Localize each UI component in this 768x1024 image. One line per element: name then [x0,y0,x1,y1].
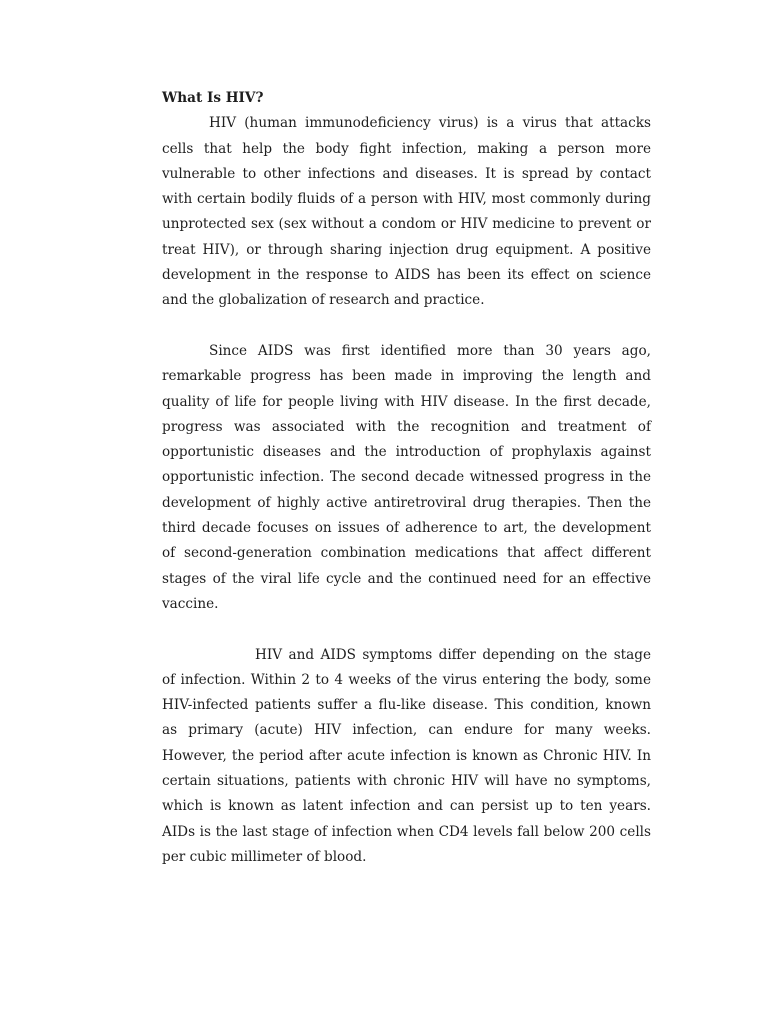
document-body [162,86,651,870]
paragraph-intro: HIV (human immunodeficiency virus) is a virus that attacks cells that help the body fight infection, making a person more vulnerable to other infections and diseases. It is spread by contact with certain bodily fluids of a person with HIV, most commonly during unprotected sex (sex without a condom or HIV medicine to prevent or treat HIV), or through sharing injection drug equipment. A positive development in the response to AIDS has been its effect on science and the globalization of research and practice. [162,115,651,309]
document-heading: What Is HIV? [162,90,264,106]
paragraph-symptoms: HIV and AIDS symptoms differ depending on the stage of infection. Within 2 to 4 weeks of the virus entering the body, some HIV-infected patients suffer a flu-like disease. This condition, known as primary (acute) HIV infection, can endure for many weeks. However, the period after acute infection is known as Chronic HIV. In certain situations, patients with chronic HIV will have no symptoms, which is known as latent infection and can persist up to ten years. AIDs is the last stage of infection when CD4 levels fall below 200 cells per cubic millimeter of blood. [162,646,651,865]
paragraph-progress: Since AIDS was first identified more than 30 years ago, remarkable progress has been made in improving the length and quality of life for people living with HIV disease. In the first decade, progress was associated with the recognition and treatment of opportunistic diseases and the introduction of prophylaxis against opportunistic infection. The second decade witnessed progress in the development of highly active antiretroviral drug therapies. Then the third decade focuses on issues of adherence to art, the development of second-generation combination medications that affect different stages of the viral life cycle and the continued need for an effective vaccine. [162,342,651,612]
